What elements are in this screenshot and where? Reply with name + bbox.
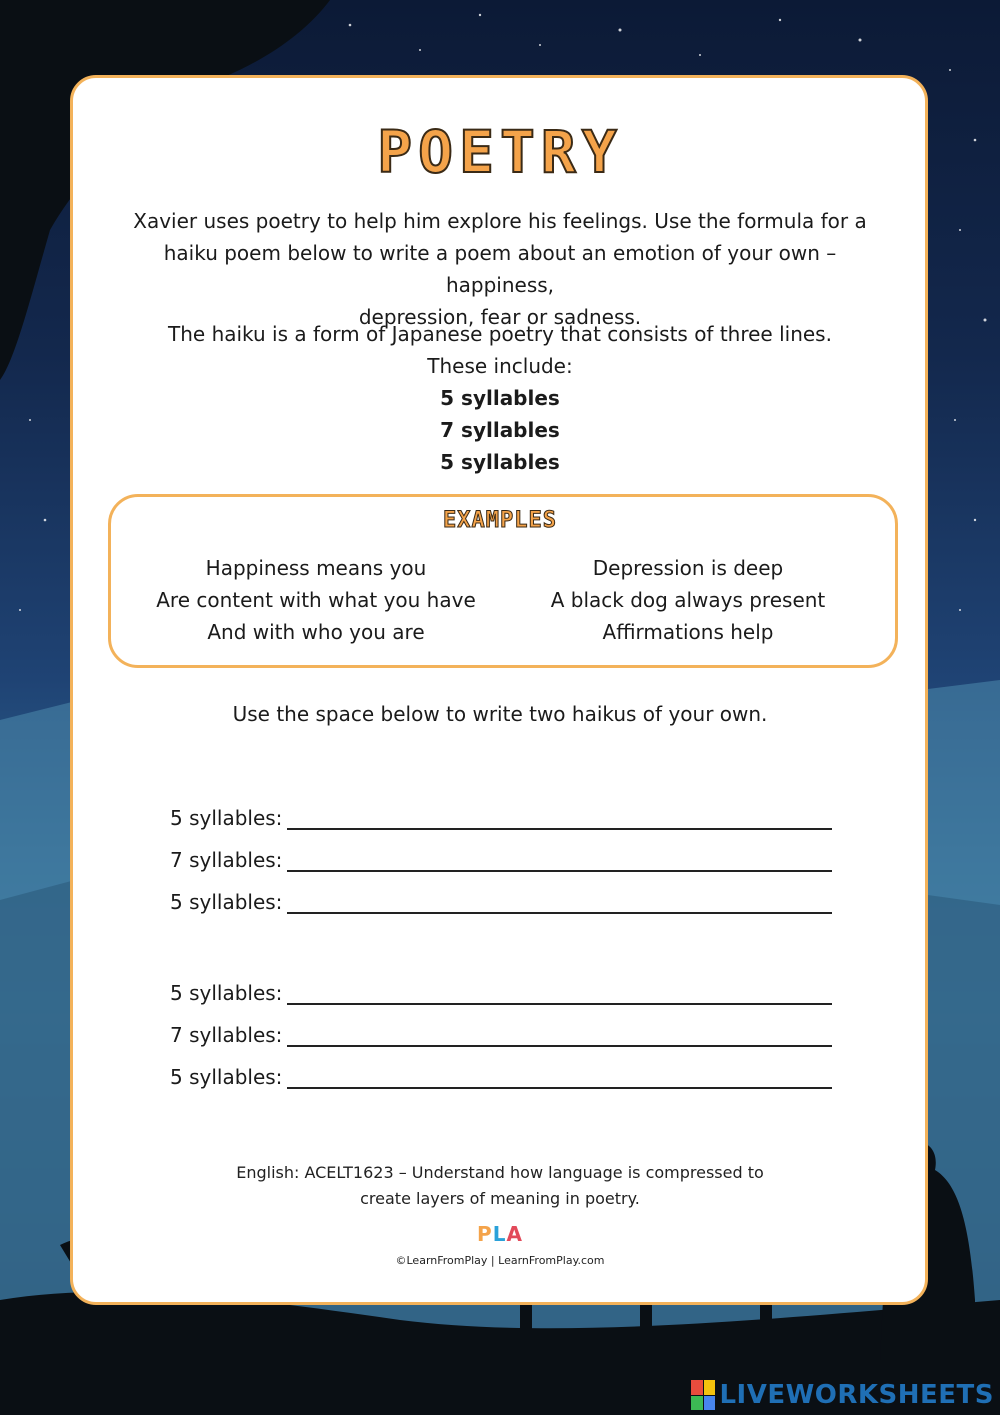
answer-line[interactable] — [287, 1087, 832, 1089]
example-line: Happiness means you — [205, 556, 427, 580]
intro-line: depression, fear or sadness. — [358, 305, 642, 329]
answer-line[interactable] — [287, 1045, 832, 1047]
example-line: And with who you are — [207, 620, 425, 644]
instruction-text: Use the space below to write two haikus of your own. — [232, 702, 768, 726]
example-line: Depression is deep — [592, 556, 784, 580]
curriculum-note-line: English: ACELT1623 – Understand how language is compressed to — [236, 1163, 764, 1182]
haiku-two-line-1[interactable] — [170, 973, 832, 1007]
example-haiku-right — [508, 552, 868, 648]
intro-line: Xavier uses poetry to help him explore his feelings. Use the formula for a — [133, 209, 867, 233]
logo-letter: P — [477, 1222, 493, 1246]
syllable-structure-line: 7 syllables — [440, 418, 560, 442]
haiku-one-line-3[interactable] — [170, 882, 832, 916]
example-line: Are content with what you have — [156, 588, 476, 612]
syllable-structure-line: 5 syllables — [440, 450, 560, 474]
haiku-two-line-2[interactable] — [170, 1015, 832, 1049]
haiku-description — [120, 318, 880, 478]
syllable-structure-line: 5 syllables — [440, 386, 560, 410]
curriculum-note-line: create layers of meaning in poetry. — [360, 1189, 640, 1208]
example-line: A black dog always present — [550, 588, 826, 612]
intro-paragraph — [120, 205, 880, 333]
logo-letter: A — [506, 1222, 523, 1246]
example-haiku-left — [136, 552, 496, 648]
syllable-label: 5 syllables: — [170, 981, 283, 1005]
syllable-label: 5 syllables: — [170, 890, 283, 914]
liveworksheets-badge-icon — [691, 1380, 715, 1410]
watermark-text: LIVEWORKSHEETS — [719, 1380, 994, 1410]
haiku-description-line: The haiku is a form of Japanese poetry that consists of three lines. — [168, 322, 832, 346]
learnfromplay-logo — [0, 1222, 1000, 1246]
logo-letter: L — [492, 1222, 507, 1246]
haiku-two-line-3[interactable] — [170, 1057, 832, 1091]
page-title: POETRY — [377, 118, 623, 186]
syllable-label: 5 syllables: — [170, 1065, 283, 1089]
answer-line[interactable] — [287, 870, 832, 872]
haiku-description-line: These include: — [427, 354, 573, 378]
answer-line[interactable] — [287, 1003, 832, 1005]
haiku-one-line-2[interactable] — [170, 840, 832, 874]
curriculum-note — [200, 1160, 800, 1212]
example-line: Affirmations help — [602, 620, 774, 644]
examples-heading: EXAMPLES — [443, 508, 557, 533]
syllable-label: 5 syllables: — [170, 806, 283, 830]
answer-line[interactable] — [287, 912, 832, 914]
syllable-label: 7 syllables: — [170, 1023, 283, 1047]
copyright-text: ©LearnFromPlay | LearnFromPlay.com — [395, 1254, 605, 1267]
haiku-one-line-1[interactable] — [170, 798, 832, 832]
syllable-label: 7 syllables: — [170, 848, 283, 872]
answer-line[interactable] — [287, 828, 832, 830]
liveworksheets-watermark — [691, 1379, 994, 1411]
intro-line: haiku poem below to write a poem about an emotion of your own – happiness, — [163, 241, 837, 297]
